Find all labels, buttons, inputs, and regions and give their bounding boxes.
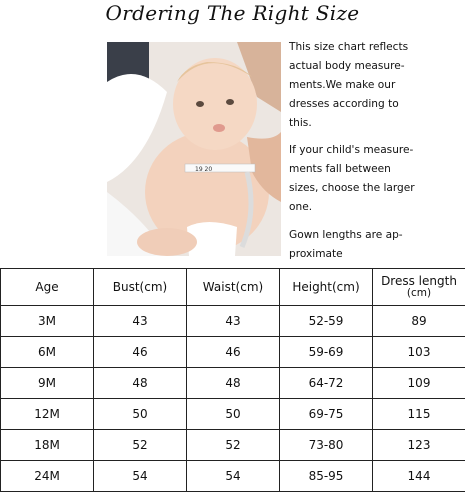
- cell-dress-length: 89: [373, 306, 465, 337]
- cell-dress-length: 115: [373, 399, 465, 430]
- page-title: Ordering The Right Size: [0, 0, 465, 30]
- cell-waist: 50: [187, 399, 280, 430]
- cell-waist: 52: [187, 430, 280, 461]
- cell-age: 9M: [1, 368, 94, 399]
- cell-age: 6M: [1, 337, 94, 368]
- table-row: [1, 461, 465, 492]
- cell-waist: 54: [187, 461, 280, 492]
- between-sizes-note: If your child's measure- ments fall between sizes, choose the larger one.: [289, 141, 465, 217]
- table-row: [1, 430, 465, 461]
- size-table: [0, 268, 465, 492]
- header-dress-length-label: Dress length: [381, 274, 457, 288]
- header-dress-length-unit: (cm): [381, 287, 457, 299]
- cell-height: 69-75: [280, 399, 373, 430]
- header-waist: Waist(cm): [187, 269, 280, 306]
- header-bust: Bust(cm): [94, 269, 187, 306]
- tape-marks: 19 20: [195, 166, 212, 173]
- gown-length-note: Gown lengths are ap- proximate: [289, 226, 465, 264]
- cell-waist: 48: [187, 368, 280, 399]
- table-row: [1, 368, 465, 399]
- cell-height: 73-80: [280, 430, 373, 461]
- cell-waist: 46: [187, 337, 280, 368]
- cell-height: 52-59: [280, 306, 373, 337]
- cell-dress-length: 109: [373, 368, 465, 399]
- cell-age: 18M: [1, 430, 94, 461]
- cell-dress-length: 103: [373, 337, 465, 368]
- header-dress-length: [373, 269, 465, 306]
- cell-height: 85-95: [280, 461, 373, 492]
- cell-dress-length: 123: [373, 430, 465, 461]
- cell-height: 59-69: [280, 337, 373, 368]
- cell-bust: 54: [94, 461, 187, 492]
- photo-illustration: [107, 42, 281, 256]
- cell-waist: 43: [187, 306, 280, 337]
- cell-bust: 43: [94, 306, 187, 337]
- cell-bust: 48: [94, 368, 187, 399]
- baby-measurement-photo: [107, 42, 281, 256]
- cell-bust: 50: [94, 399, 187, 430]
- header-height: Height(cm): [280, 269, 373, 306]
- table-header-row: [1, 269, 465, 306]
- cell-age: 12M: [1, 399, 94, 430]
- size-chart-note: This size chart reflects actual body measure- ments.We make our dresses according to this.: [289, 38, 465, 133]
- cell-dress-length: 144: [373, 461, 465, 492]
- cell-age: 24M: [1, 461, 94, 492]
- cell-bust: 46: [94, 337, 187, 368]
- cell-bust: 52: [94, 430, 187, 461]
- table-row: [1, 399, 465, 430]
- table-row: [1, 306, 465, 337]
- table-row: [1, 337, 465, 368]
- cell-height: 64-72: [280, 368, 373, 399]
- cell-age: 3M: [1, 306, 94, 337]
- header-age: Age: [1, 269, 94, 306]
